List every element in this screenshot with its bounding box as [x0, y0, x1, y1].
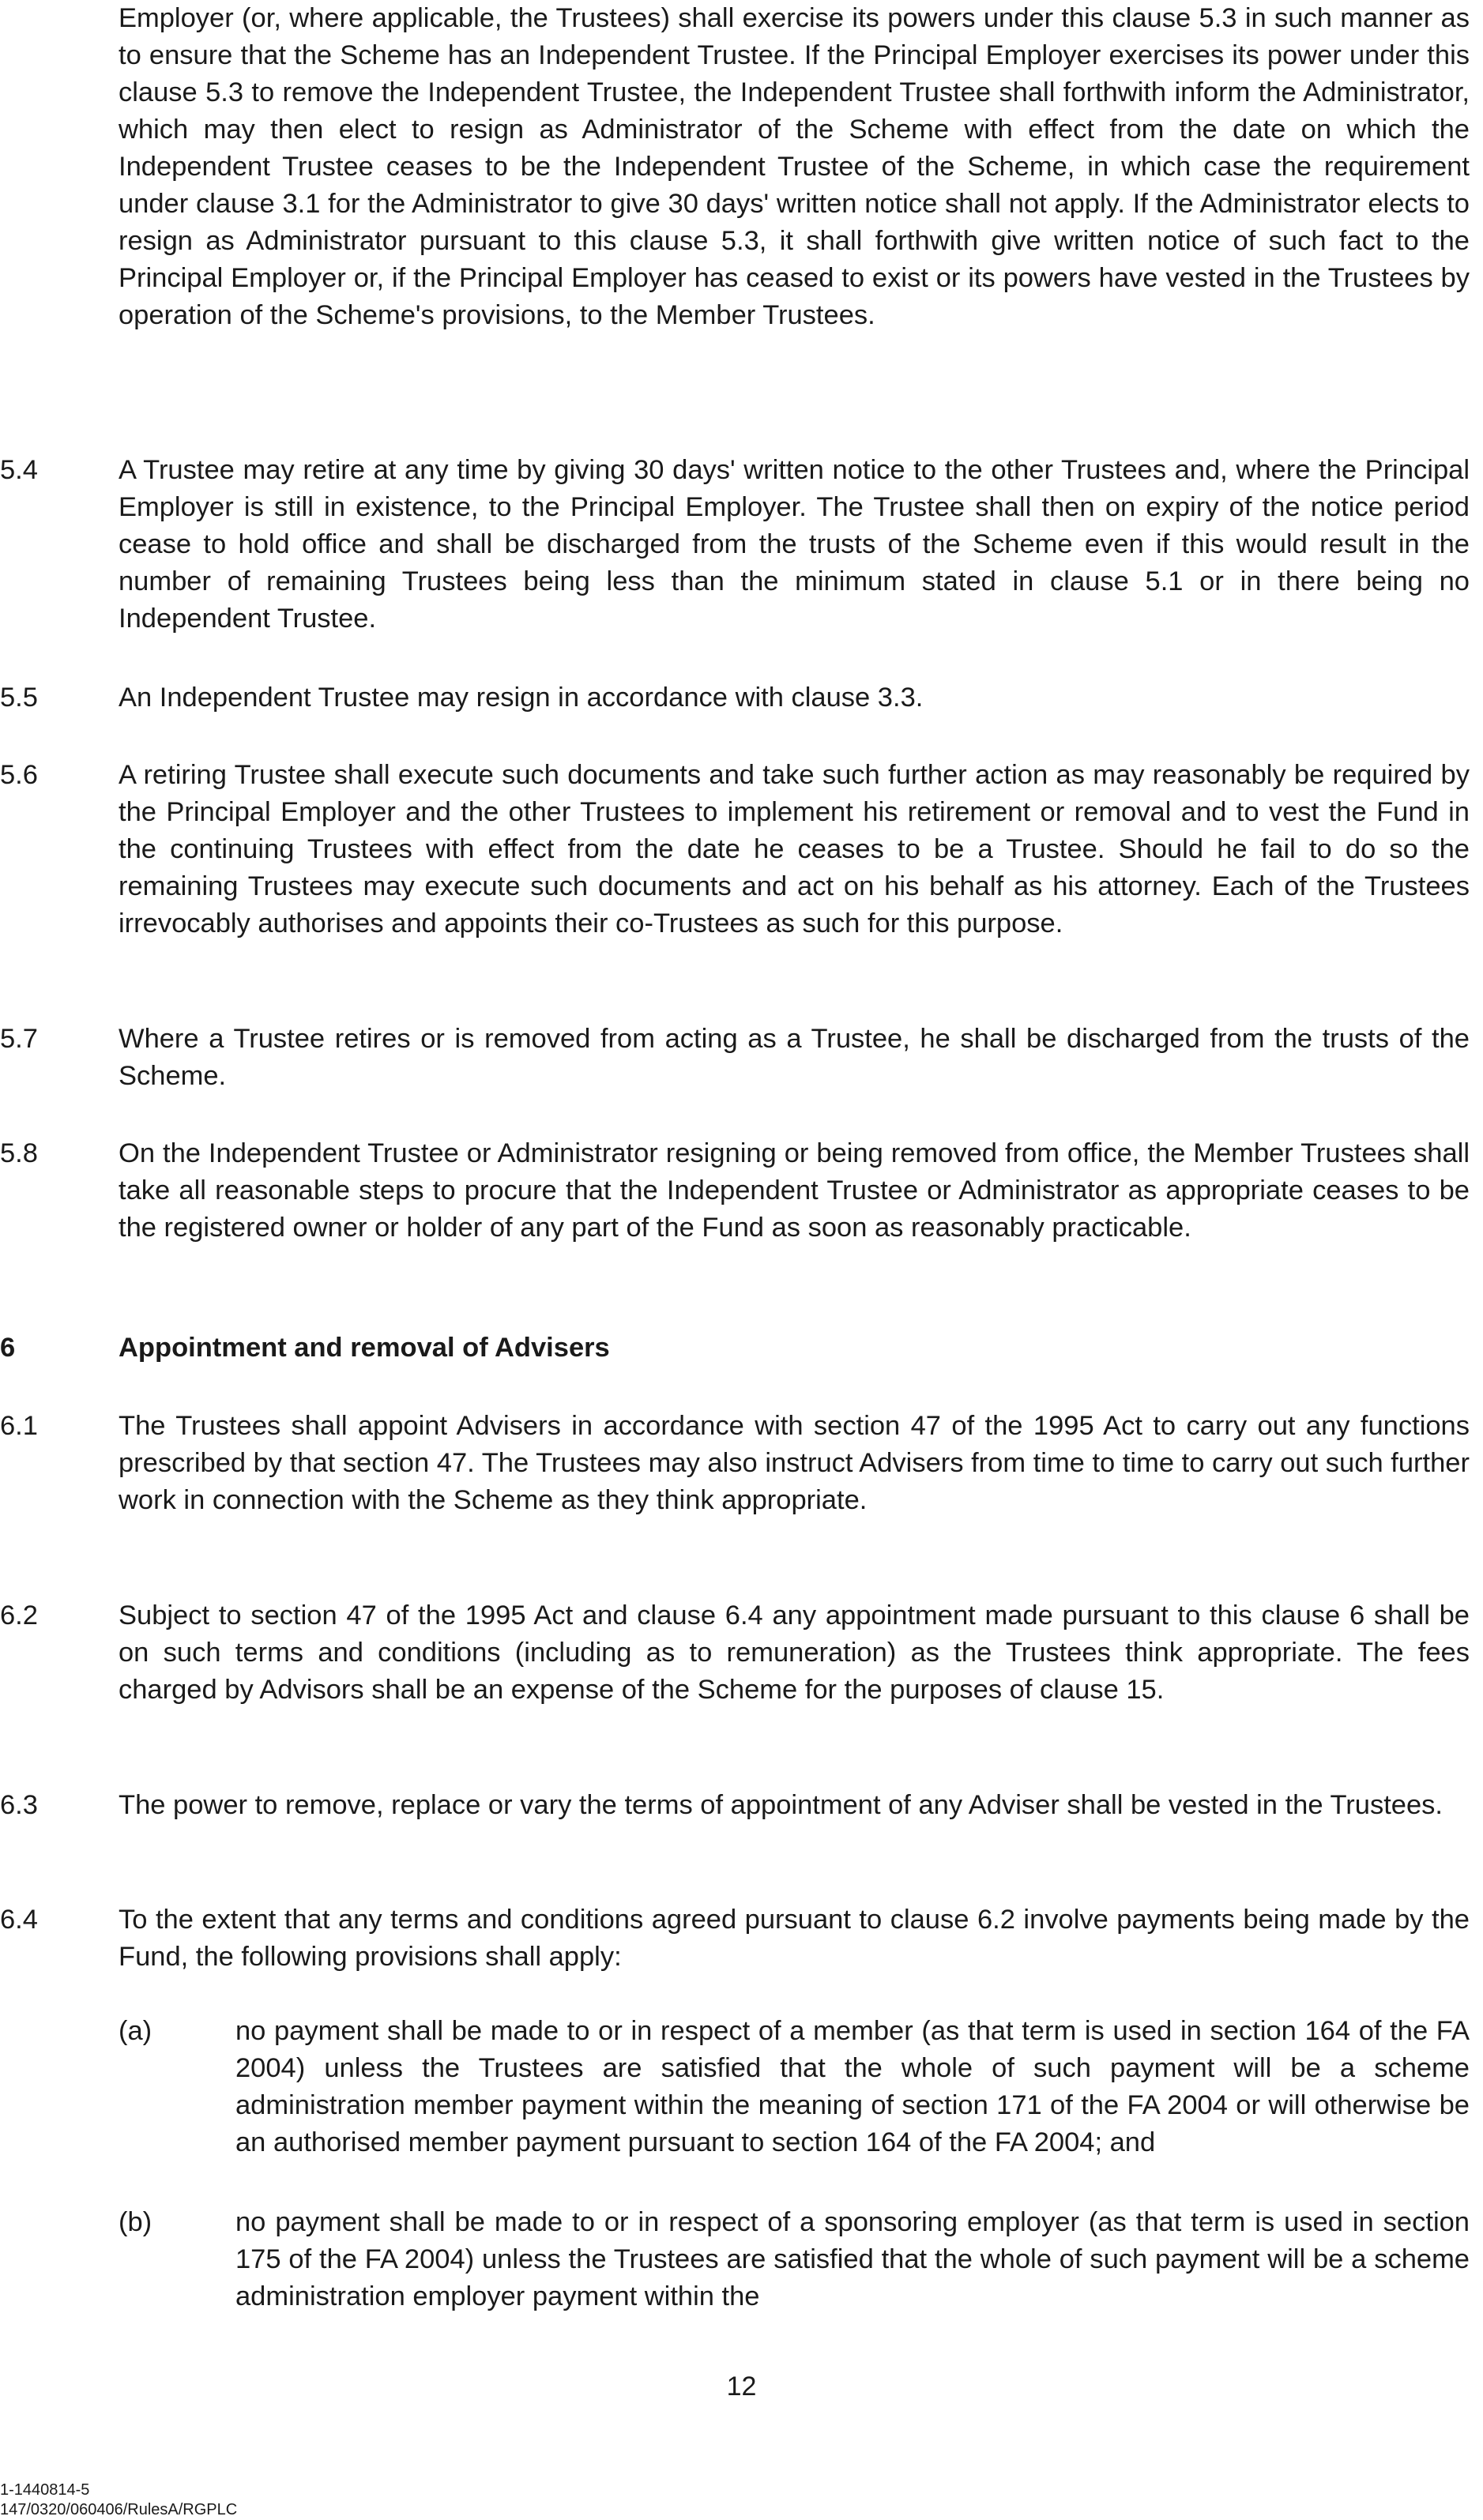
document-path-reference: 147/0320/060406/RulesA/RGPLC	[0, 2501, 238, 2518]
section-number: 6	[0, 1333, 16, 1363]
document-reference: 1-1440814-5	[0, 2481, 90, 2499]
clause-text: A Trustee may retire at any time by giving 30 days' written notice to the other Trustees and, where the Principal Employer is still in existence, to the Principal Employer. The Trustee shall then on expiry of the notice period cease to hold office and shall be discharged from the trusts of the Scheme even if this would result in the number of remaining Trustees being less than the minimum stated in clause 5.1 or in there being no Independent Trustee.	[119, 455, 1470, 634]
clause-text: Subject to section 47 of the 1995 Act and clause 6.4 any appointment made pursuant to this clause 6 shall be on such terms and conditions (including as to remuneration) as the Trustees think appropriate. The fees charged by Advisors shall be an expense of the Scheme for the purposes of clause 15.	[119, 1600, 1470, 1705]
subclause-label: (b)	[119, 2207, 152, 2237]
page-number: 12	[726, 2371, 757, 2402]
subclause-text: no payment shall be made to or in respect of a sponsoring employer (as that term is used in section 175 of the FA 2004) unless the Trustees are satisfied that the whole of such payment will be a scheme administration employer payment within the	[235, 2207, 1470, 2311]
clause-text: To the extent that any terms and conditions agreed pursuant to clause 6.2 involve payments being made by the Fund, the following provisions shall apply:	[119, 1905, 1470, 1972]
clause-number: 6.3	[0, 1790, 38, 1820]
clause-text: Where a Trustee retires or is removed from acting as a Trustee, he shall be discharged from the trusts of the Scheme.	[119, 1024, 1470, 1091]
intro-paragraph: Employer (or, where applicable, the Trustees) shall exercise its powers under this clause 5.3 in such manner as to ensure that the Scheme has an Independent Trustee. If the Principal Employer exercises its power under this clause 5.3 to remove the Independent Trustee, the Independent Trustee shall forthwith inform the Administrator, which may then elect to resign as Administrator of the Scheme with effect from the date on which the Independent Trustee ceases to be the Independent Trustee of the Scheme, in which case the requirement under clause 3.1 for the Administrator to give 30 days' written notice shall not apply. If the Administrator elects to resign as Administrator pursuant to this clause 5.3, it shall forthwith give written notice of such fact to the Principal Employer or, if the Principal Employer has ceased to exist or its powers have vested in the Trustees by operation of the Scheme's provisions, to the Member Trustees.	[119, 3, 1470, 330]
clause-text: An Independent Trustee may resign in accordance with clause 3.3.	[119, 683, 924, 713]
clause-number: 5.6	[0, 760, 38, 790]
clause-number: 5.4	[0, 455, 38, 485]
clause-number: 6.2	[0, 1600, 38, 1630]
subclause-label: (a)	[119, 2016, 152, 2046]
clause-number: 5.7	[0, 1024, 38, 1054]
clause-text: On the Independent Trustee or Administrator resigning or being removed from office, the Member Trustees shall take all reasonable steps to procure that the Independent Trustee or Administrator as appropriate ceases to be the registered owner or holder of any part of the Fund as soon as reasonably practicable.	[119, 1138, 1470, 1243]
clause-text: The power to remove, replace or vary the terms of appointment of any Adviser shall be vested in the Trustees.	[119, 1790, 1443, 1820]
clause-text: A retiring Trustee shall execute such documents and take such further action as may reasonably be required by the Principal Employer and the other Trustees to implement his retirement or removal and to vest the Fund in the continuing Trustees with effect from the date he ceases to be a Trustee. Should he fail to do so the remaining Trustees may execute such documents and act on his behalf as his attorney. Each of the Trustees irrevocably authorises and appoints their co-Trustees as such for this purpose.	[119, 760, 1470, 938]
subclause-text: no payment shall be made to or in respect of a member (as that term is used in section 164 of the FA 2004) unless the Trustees are satisfied that the whole of such payment will be a scheme administration member payment within the meaning of section 171 of the FA 2004 or will otherwise be an authorised member payment pursuant to section 164 of the FA 2004; and	[235, 2016, 1470, 2157]
clause-number: 6.4	[0, 1905, 38, 1935]
clause-text: The Trustees shall appoint Advisers in accordance with section 47 of the 1995 Act to carry out any functions prescribed by that section 47. The Trustees may also instruct Advisers from time to time to carry out such further work in connection with the Scheme as they think appropriate.	[119, 1411, 1470, 1515]
clause-number: 6.1	[0, 1411, 38, 1441]
clause-number: 5.5	[0, 683, 38, 713]
section-heading: Appointment and removal of Advisers	[119, 1333, 610, 1363]
clause-number: 5.8	[0, 1138, 38, 1168]
